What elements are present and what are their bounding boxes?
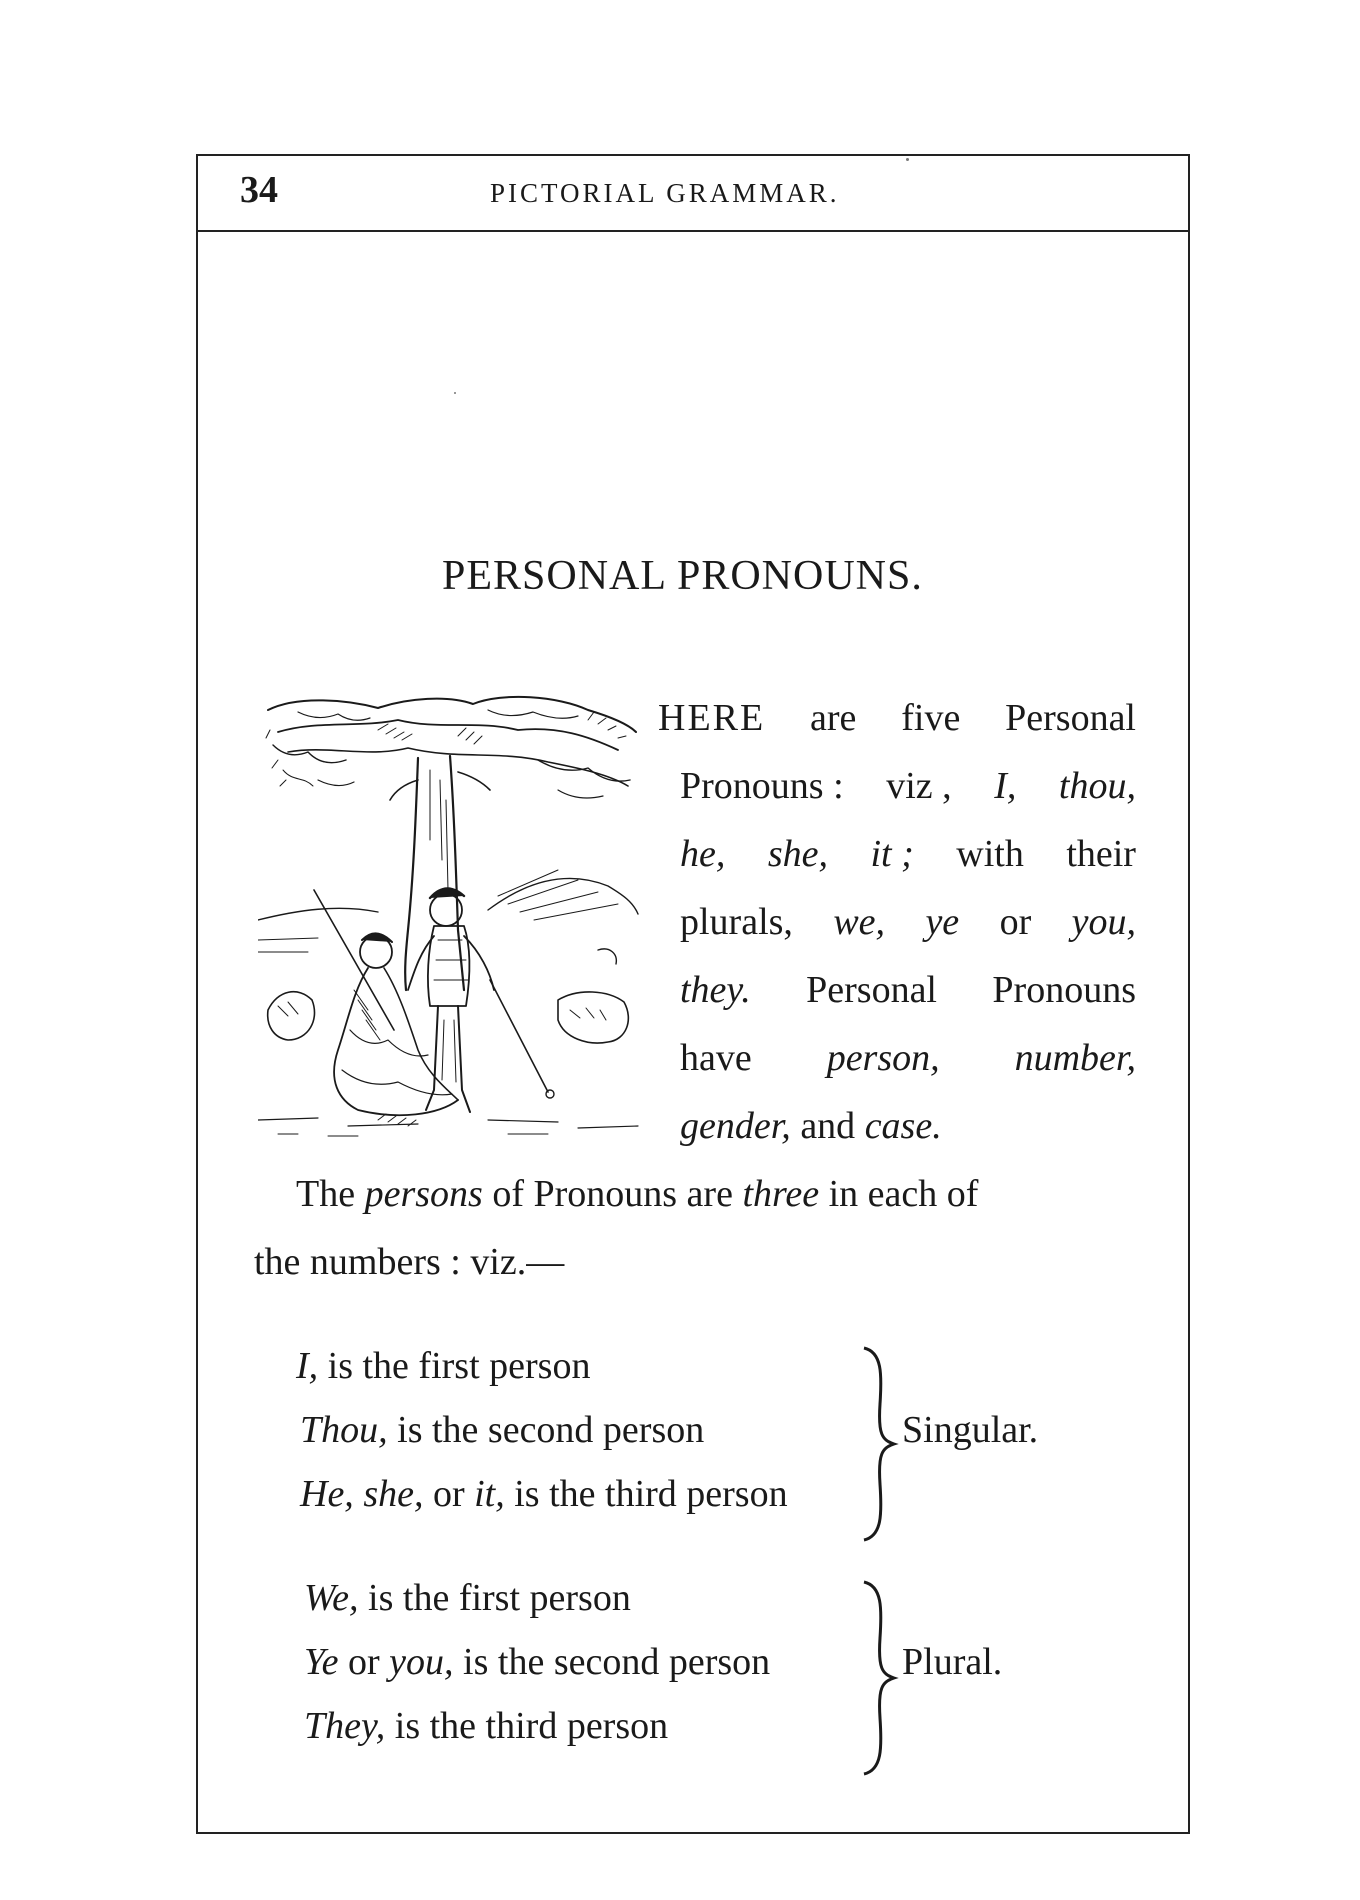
intro-word: gender, (680, 1105, 791, 1147)
pronoun: you, (389, 1641, 454, 1683)
intro-word: HERE (658, 697, 766, 739)
persons-line: the numbers : viz.— (254, 1241, 565, 1283)
intro-word: are (810, 697, 857, 739)
plural-label: Plural. (902, 1641, 1003, 1683)
pronoun: Ye (304, 1641, 339, 1683)
pronoun: it, (474, 1473, 505, 1515)
intro-word: they. (680, 969, 751, 1011)
intro-word: Pronouns : (680, 765, 844, 807)
persons-text: in each of (819, 1173, 979, 1215)
header-rule (196, 230, 1190, 232)
intro-word: their (1066, 833, 1136, 875)
plural-row (304, 1576, 631, 1620)
intro-word: number, (1014, 1037, 1136, 1079)
person-desc: is the second person (387, 1409, 705, 1451)
intro-word: person, (826, 1037, 940, 1079)
persons-text: The (296, 1173, 365, 1215)
intro-word: we, (833, 901, 886, 943)
intro-word: it ; (870, 833, 914, 875)
intro-word: have (680, 1037, 752, 1079)
pronoun: He, (300, 1473, 354, 1515)
intro-word: viz , (886, 765, 952, 807)
person-desc: is the third person (504, 1473, 788, 1515)
intro-line (680, 1104, 942, 1148)
singular-label: Singular. (902, 1409, 1039, 1451)
intro-line (680, 968, 1136, 1012)
intro-word: I, (994, 765, 1017, 807)
plural-row (304, 1640, 770, 1684)
intro-line (680, 900, 1136, 944)
person-desc: is the second person (453, 1641, 771, 1683)
intro-word: five (901, 697, 961, 739)
persons-text: persons (364, 1173, 483, 1215)
person-desc: is the first person (318, 1345, 591, 1387)
person-desc: or (423, 1473, 475, 1515)
person-desc: is the third person (385, 1705, 669, 1747)
intro-line (658, 696, 1136, 740)
intro-word: with (956, 833, 1024, 875)
intro-word: Pronouns (992, 969, 1136, 1011)
intro-word: plurals, (680, 901, 793, 943)
intro-word: ye (925, 901, 960, 943)
persons-text: three (742, 1173, 820, 1215)
print-speck (454, 392, 456, 394)
person-desc (354, 1473, 364, 1515)
plural-brace (860, 1578, 900, 1778)
intro-word: thou, (1058, 765, 1136, 807)
singular-row (300, 1472, 788, 1516)
page-number: 34 (240, 169, 278, 211)
intro-word: she, (767, 833, 829, 875)
persons-text: of Pronouns are (482, 1173, 743, 1215)
intro-line (680, 764, 1136, 808)
intro-line (680, 832, 1136, 876)
print-speck (906, 158, 909, 161)
pronoun: Thou, (300, 1409, 388, 1451)
pronoun: she, (363, 1473, 424, 1515)
intro-word: or (999, 901, 1032, 943)
singular-row (300, 1408, 704, 1452)
intro-word: Personal (1005, 697, 1136, 739)
pronoun: We, (304, 1577, 359, 1619)
intro-word: and (790, 1105, 865, 1147)
intro-word: he, (680, 833, 726, 875)
pronoun: They, (304, 1705, 386, 1747)
person-desc: is the first person (358, 1577, 631, 1619)
singular-row (296, 1344, 590, 1388)
intro-word: Personal (806, 969, 937, 1011)
plural-row (304, 1704, 668, 1748)
pronoun: I, (296, 1345, 319, 1387)
persons-line (296, 1172, 978, 1216)
intro-word: case. (864, 1105, 942, 1147)
engraving-illustration (258, 690, 642, 1142)
running-title: PICTORIAL GRAMMAR. (490, 178, 840, 208)
person-desc: or (338, 1641, 390, 1683)
singular-brace (860, 1344, 900, 1544)
section-title: PERSONAL PRONOUNS. (442, 553, 923, 599)
intro-word: you, (1071, 901, 1136, 943)
intro-line (680, 1036, 1136, 1080)
